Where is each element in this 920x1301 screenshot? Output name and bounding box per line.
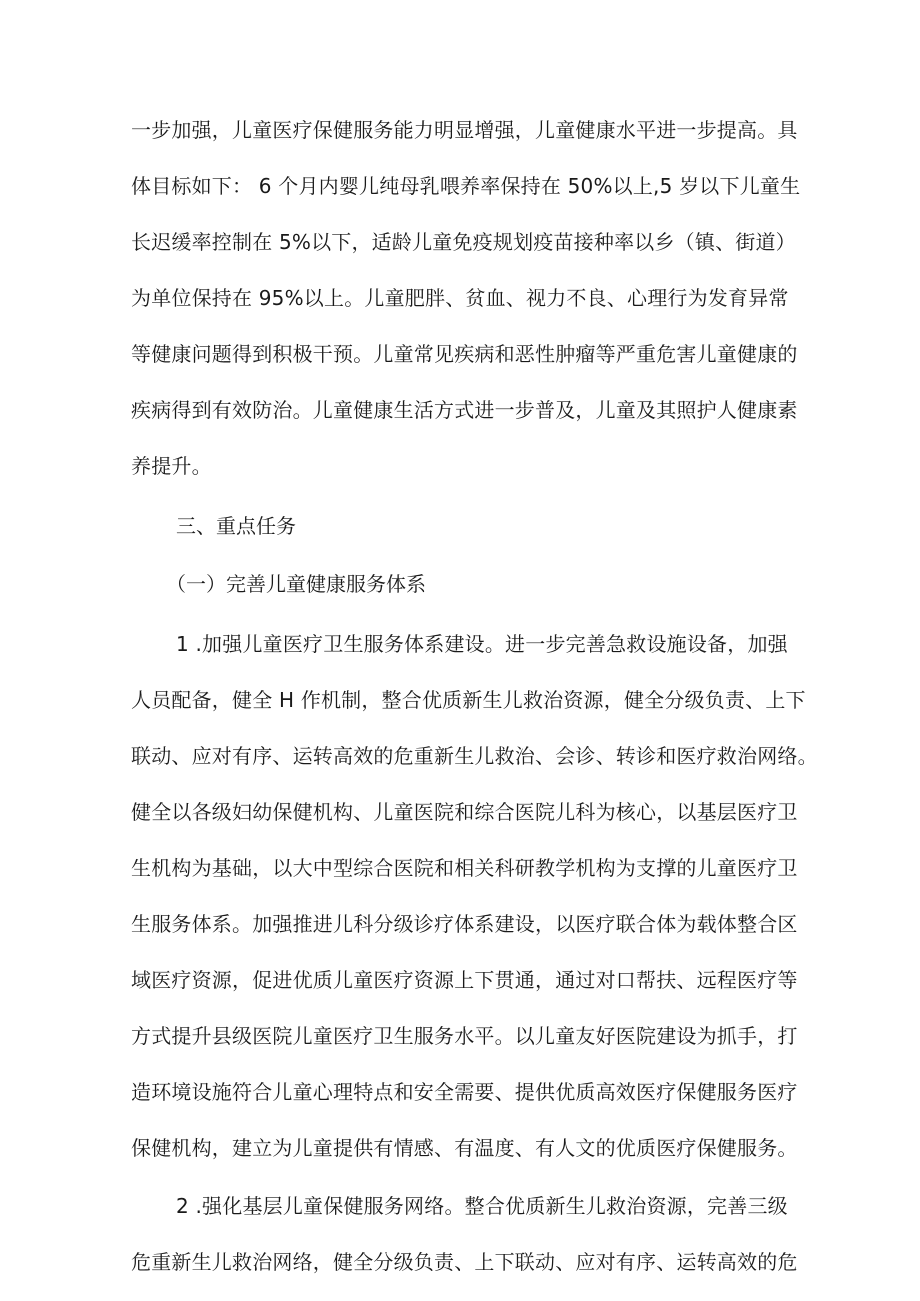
text-line: 为单位保持在 95%以上。儿童肥胖、贫血、视力不良、心理行为发育异常 [131, 286, 789, 310]
text-line: 联动、应对有序、运转高效的危重新生儿救治、会诊、转诊和医疗救治网络。 [131, 744, 818, 768]
text-line: 生服务体系。加强推进儿科分级诊疗体系建设，以医疗联合体为载体整合区 [131, 912, 798, 936]
text-line: 长迟缓率控制在 5%以下，适龄儿童免疫规划疫苗接种率以乡（镇、街道） [131, 230, 796, 254]
text-line: 保健机构，建立为儿童提供有情感、有温度、有人文的优质医疗保健服务。 [131, 1136, 798, 1160]
text-line: 1 .加强儿童医疗卫生服务体系建设。进一步完善急救设施设备，加强 [176, 632, 788, 656]
text-line: 健全以各级妇幼保健机构、儿童医院和综合医院儿科为核心，以基层医疗卫 [131, 800, 798, 824]
text-line: 生机构为基础，以大中型综合医院和相关科研教学机构为支撑的儿童医疗卫 [131, 856, 798, 880]
text-line: 等健康问题得到积极干预。儿童常见疾病和恶性肿瘤等严重危害儿童健康的 [131, 342, 798, 366]
text-line: 造环境设施符合儿童心理特点和安全需要、提供优质高效医疗保健服务医疗 [131, 1080, 798, 1104]
text-line: 域医疗资源，促进优质儿童医疗资源上下贯通，通过对口帮扶、远程医疗等 [131, 968, 798, 992]
text-line: 危重新生儿救治网络，健全分级负责、上下联动、应对有序、运转高效的危 [131, 1250, 798, 1274]
text-line: 体目标如下： 6 个月内婴儿纯母乳喂养率保持在 50%以上,5 岁以下儿童生 [131, 174, 801, 198]
text-line: 养提升。 [131, 454, 212, 478]
text-line: 一步加强，儿童医疗保健服务能力明显增强，儿童健康水平进一步提高。具 [131, 118, 798, 142]
subsection-heading: （一）完善儿童健康服务体系 [166, 572, 426, 596]
section-heading: 三、重点任务 [176, 514, 296, 538]
text-line: 疾病得到有效防治。儿童健康生活方式进一步普及，儿童及其照护人健康素 [131, 398, 798, 422]
text-line: 方式提升县级医院儿童医疗卫生服务水平。以儿童友好医院建设为抓手，打 [131, 1024, 798, 1048]
text-line: 2 .强化基层儿童保健服务网络。整合优质新生儿救治资源，完善三级 [176, 1194, 788, 1218]
text-line: 人员配备，健全 H 作机制，整合优质新生儿救治资源，健全分级负责、上下 [131, 688, 806, 712]
